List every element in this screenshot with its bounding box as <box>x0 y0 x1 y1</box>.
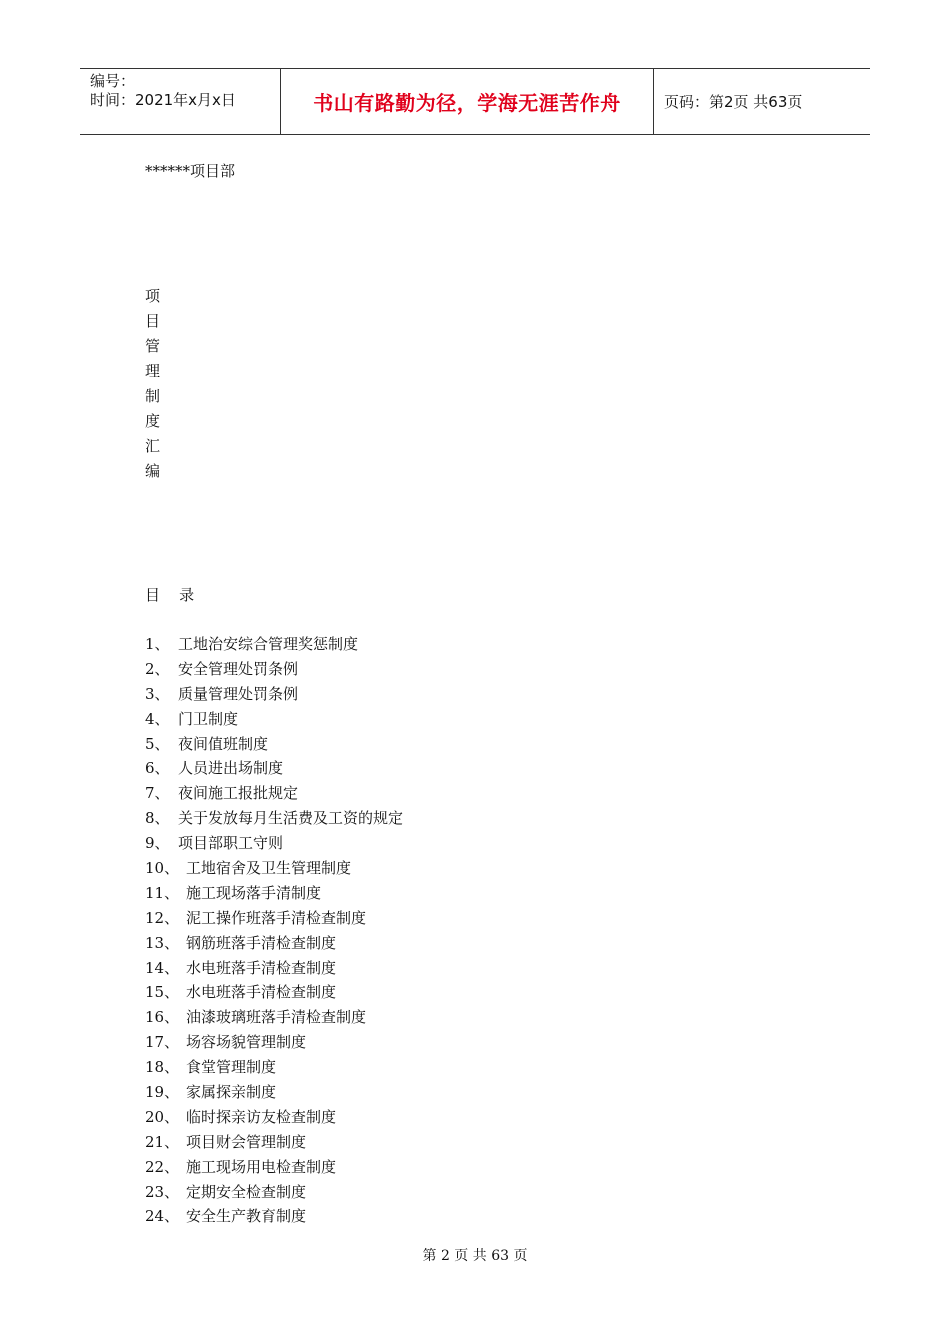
toc-item <box>145 1105 403 1130</box>
toc-item <box>145 881 403 906</box>
toc-item-text: 质量管理处罚条例 <box>178 684 299 703</box>
toc-item <box>145 831 403 856</box>
toc-item-number: 17、 <box>145 1033 180 1052</box>
toc-item-text: 施工现场用电检查制度 <box>186 1157 337 1176</box>
toc-item-text: 水电班落手清检查制度 <box>186 958 337 977</box>
toc-item-text: 临时探亲访友检查制度 <box>186 1107 337 1126</box>
toc-item-number: 19、 <box>145 1083 180 1102</box>
toc-item-number: 8、 <box>145 809 170 828</box>
toc-item-number: 18、 <box>145 1058 180 1077</box>
toc-item-text: 定期安全检查制度 <box>186 1182 307 1201</box>
toc-item <box>145 756 403 781</box>
vertical-title-char: 编 <box>145 462 161 480</box>
toc-item-number: 1、 <box>145 635 170 653</box>
toc-item-number: 21、 <box>145 1132 180 1151</box>
toc-item-text: 场容场貌管理制度 <box>186 1033 307 1052</box>
doc-number-label: 编号： <box>90 72 136 90</box>
toc-item <box>145 1080 403 1105</box>
toc-item-text: 门卫制度 <box>178 709 239 728</box>
toc-item-text: 夜间值班制度 <box>178 734 269 753</box>
toc-item <box>145 1204 403 1229</box>
toc-item-number: 15、 <box>145 983 180 1002</box>
toc-item-text: 项目财会管理制度 <box>186 1132 307 1151</box>
toc-item <box>145 707 403 732</box>
toc-item <box>145 856 403 881</box>
vertical-title <box>145 284 160 484</box>
vertical-title-char: 理 <box>145 362 161 380</box>
toc-item-number: 22、 <box>145 1157 180 1176</box>
toc-item-text: 项目部职工守则 <box>178 834 284 853</box>
toc-item <box>145 682 403 707</box>
toc-item <box>145 1030 403 1055</box>
toc-item-text: 安全生产教育制度 <box>186 1207 307 1226</box>
toc-item <box>145 732 403 757</box>
toc-item-number: 14、 <box>145 958 180 977</box>
toc-item-text: 油漆玻璃班落手清检查制度 <box>186 1008 367 1027</box>
toc-item-number: 13、 <box>145 933 180 952</box>
toc-item-number: 12、 <box>145 908 180 927</box>
toc-item-number: 20、 <box>145 1107 180 1126</box>
toc-item-text: 关于发放每月生活费及工资的规定 <box>178 809 404 828</box>
toc-item <box>145 632 403 657</box>
vertical-title-char: 汇 <box>145 437 161 455</box>
toc-item <box>145 1155 403 1180</box>
doc-date-label: 时间：2021年x月x日 <box>90 91 236 109</box>
toc-item-number: 7、 <box>145 784 170 803</box>
toc-item-text: 人员进出场制度 <box>178 759 284 778</box>
vertical-title-char: 度 <box>145 412 161 430</box>
toc-item-text: 夜间施工报批规定 <box>178 784 299 803</box>
toc-item-number: 16、 <box>145 1008 180 1027</box>
toc-title: 目 录 <box>145 586 195 604</box>
header-motto-cell <box>281 69 654 134</box>
header-meta <box>80 69 281 134</box>
vertical-title-char: 项 <box>145 287 161 305</box>
toc-item-text: 水电班落手清检查制度 <box>186 983 337 1002</box>
vertical-title-char: 制 <box>145 387 161 405</box>
toc-item-text: 工地治安综合管理奖惩制度 <box>178 635 359 653</box>
toc-item-text: 家属探亲制度 <box>186 1083 277 1102</box>
toc-item <box>145 980 403 1005</box>
toc-item-text: 食堂管理制度 <box>186 1058 277 1077</box>
toc-item <box>145 657 403 682</box>
toc-item-number: 23、 <box>145 1182 180 1201</box>
vertical-title-char: 目 <box>145 312 161 330</box>
toc-item-number: 3、 <box>145 684 170 703</box>
toc-item-number: 2、 <box>145 659 170 678</box>
page-header <box>80 68 870 135</box>
toc-item-number: 10、 <box>145 859 180 878</box>
toc-item-text: 施工现场落手清制度 <box>186 883 322 902</box>
toc-item-text: 安全管理处罚条例 <box>178 659 299 678</box>
toc-item-text: 工地宿舍及卫生管理制度 <box>186 859 352 878</box>
header-page-info: 页码：第2页 共63页 <box>664 93 803 111</box>
toc-item <box>145 1180 403 1205</box>
toc-item <box>145 1005 403 1030</box>
toc-item <box>145 931 403 956</box>
toc-item-number: 6、 <box>145 759 170 778</box>
department-name: ******项目部 <box>145 162 236 180</box>
vertical-title-char: 管 <box>145 337 161 355</box>
toc-item-number: 24、 <box>145 1207 180 1226</box>
toc-item-text: 泥工操作班落手清检查制度 <box>186 908 367 927</box>
toc-item <box>145 906 403 931</box>
toc-item-number: 5、 <box>145 734 170 753</box>
toc-item <box>145 806 403 831</box>
table-of-contents <box>145 632 403 1229</box>
header-motto: 书山有路勤为径，学海无涯苦作舟 <box>313 91 621 115</box>
toc-item <box>145 1055 403 1080</box>
toc-item-text: 钢筋班落手清检查制度 <box>186 933 337 952</box>
toc-item <box>145 781 403 806</box>
toc-item <box>145 1130 403 1155</box>
toc-item <box>145 956 403 981</box>
toc-item-number: 11、 <box>145 883 180 902</box>
toc-item-number: 4、 <box>145 709 170 728</box>
page-footer: 第 2 页 共 63 页 <box>422 1248 528 1264</box>
toc-item-number: 9、 <box>145 834 170 853</box>
